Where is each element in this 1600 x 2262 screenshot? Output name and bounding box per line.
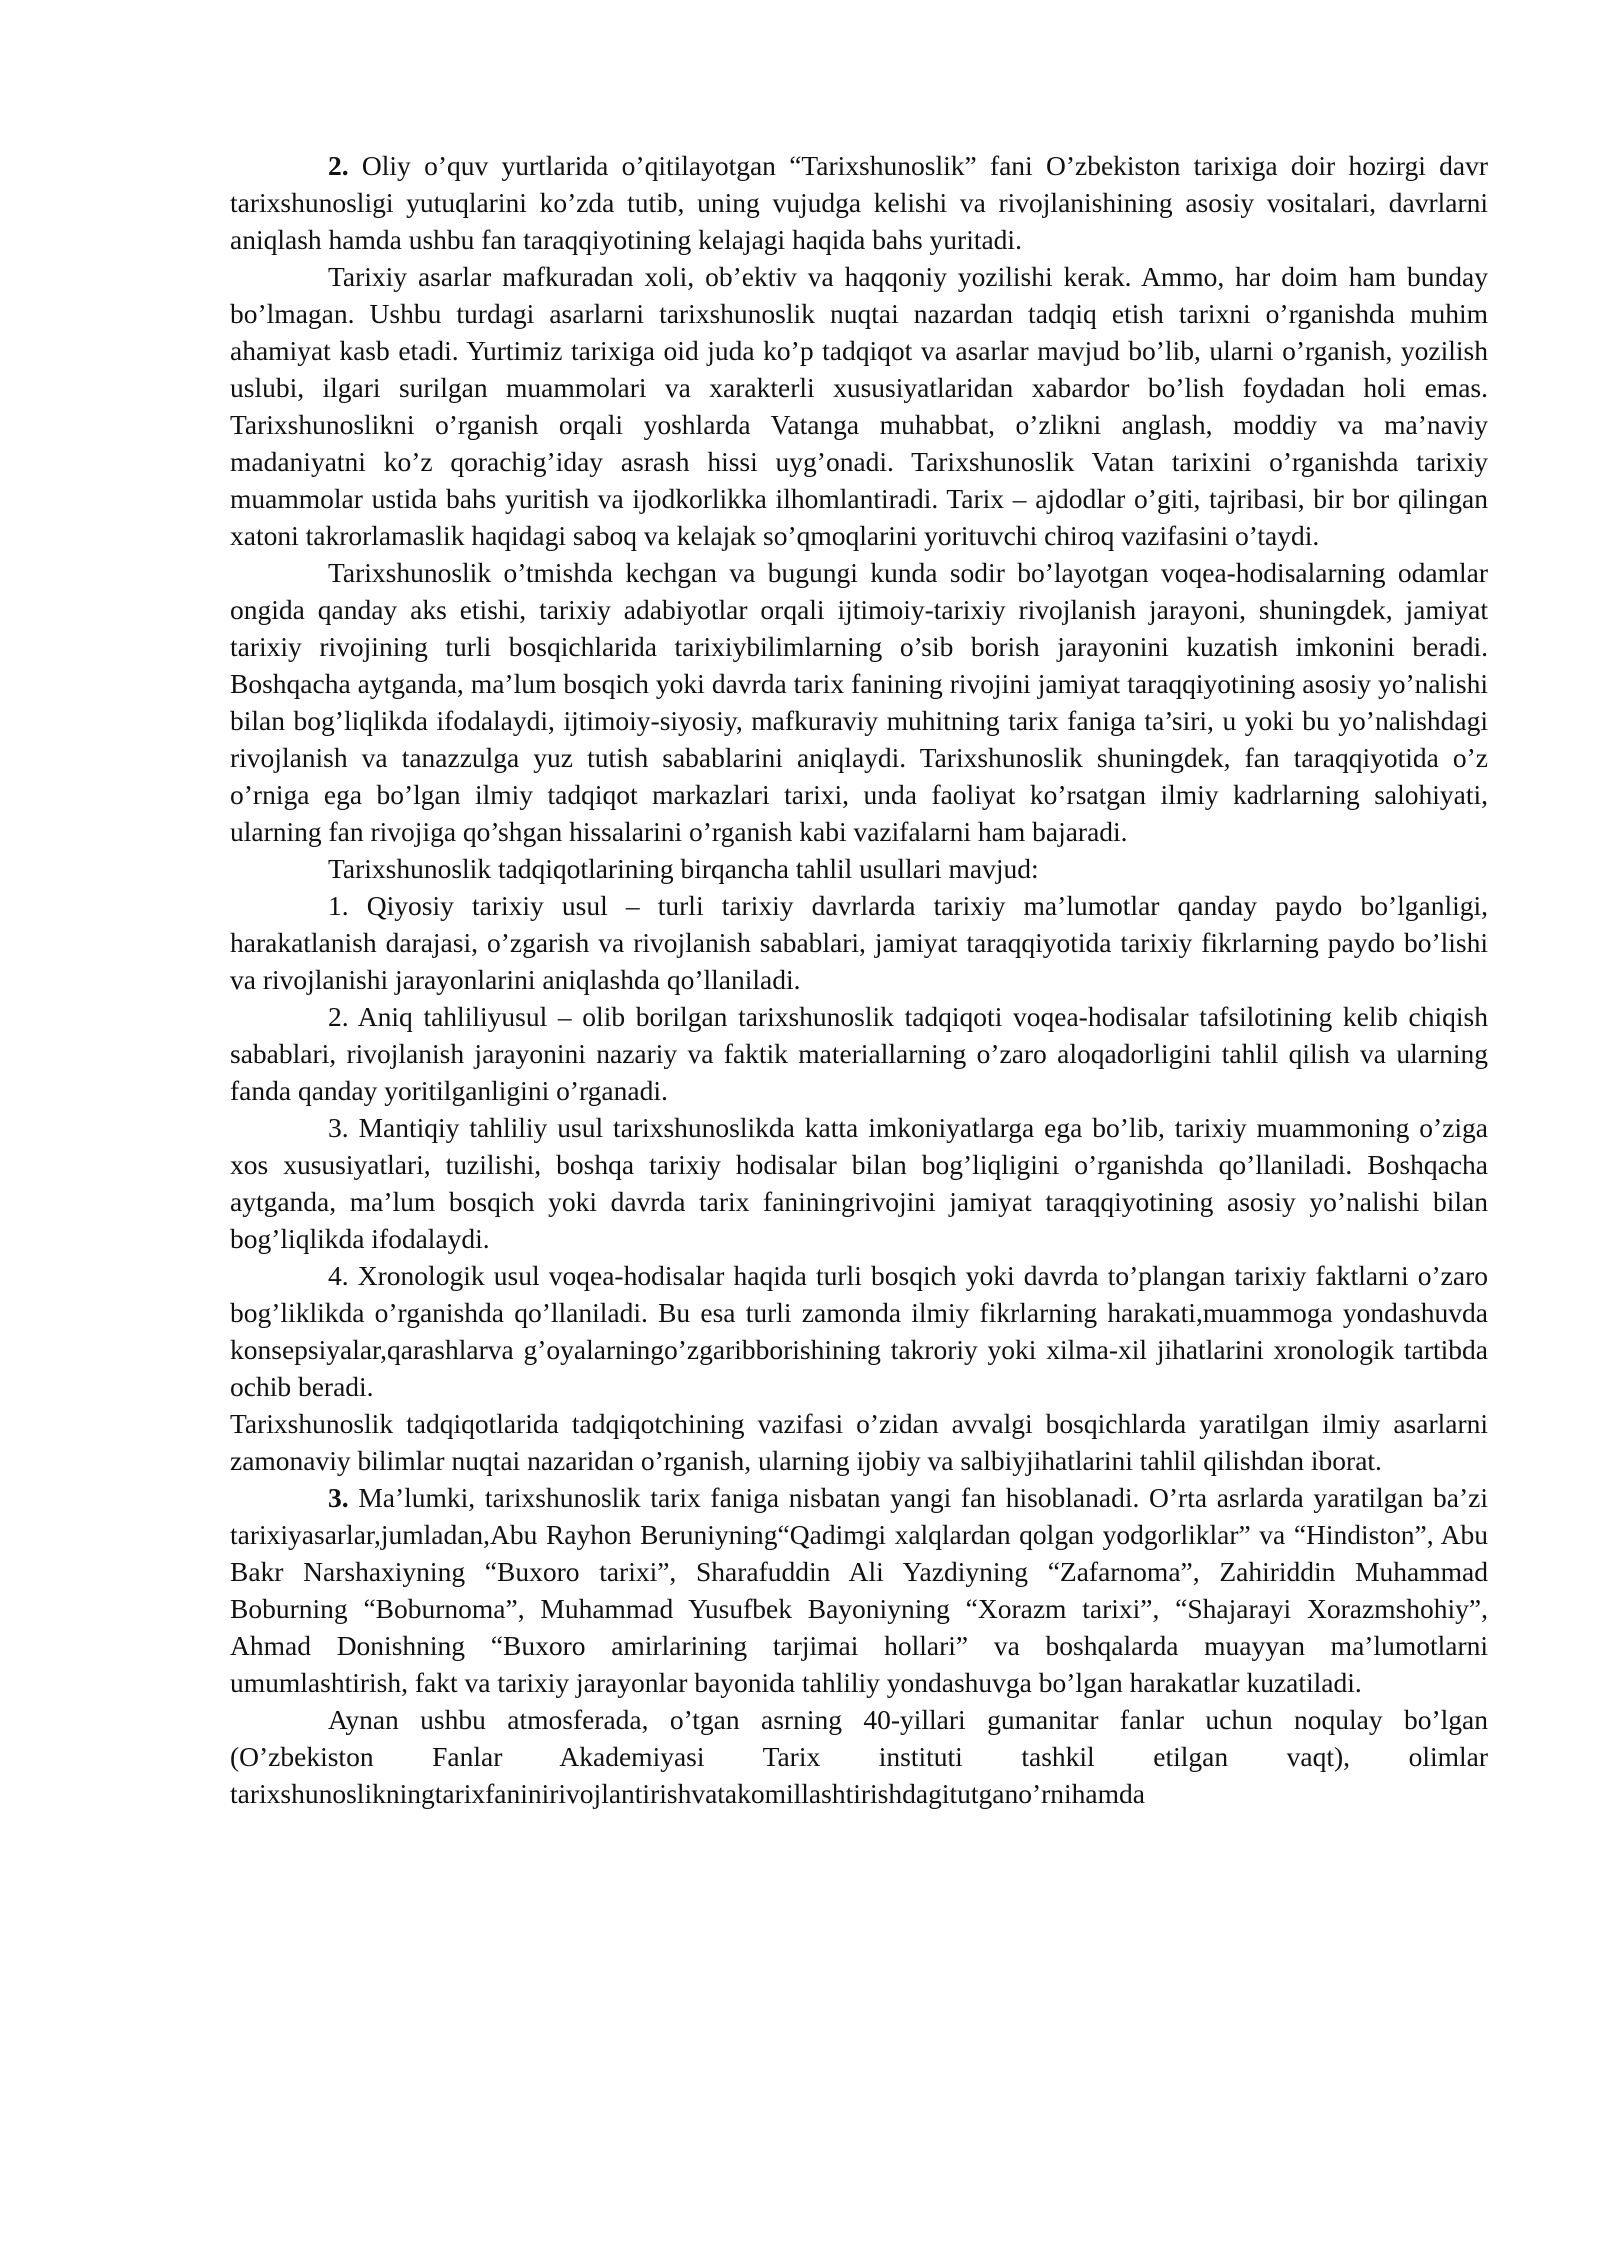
paragraph-text: Aynan ushbu atmosferada, o’tgan asrning 40-yillari gumanitar fanlar uchun noqulay bo’lgan (O’zbekiston Fanlar Akademiyasi Tarix instituti tashkil etilgan vaqt), olimlar tarixshunoslikningtarixfaninirivojlantirishvatakomillashtirishdagitutgano’rnihamda [230,1704,1488,1809]
paragraph-text: 1. Qiyosiy tarixiy usul – turli tarixiy davrlarda tarixiy ma’lumotlar qanday paydo bo’lganligi, harakatlanish darajasi, o’zgarish va rivojlanish sabablari, jamiyat taraqqiyotida tarixiy fikrlarning paydo bo’lishi va rivojlanishi jarayonlarini aniqlashda qo’llaniladi. [230,890,1488,995]
section-number: 3. [328,1482,349,1513]
paragraph-6 [230,998,1488,1109]
paragraph-7 [230,1109,1488,1257]
paragraph-9 [230,1405,1488,1479]
paragraph-11 [230,1701,1488,1812]
paragraph-text: Tarixiy asarlar mafkuradan xoli, ob’ektiv va haqqoniy yozilishi kerak. Ammo, har doim ham bunday bo’lmagan. Ushbu turdagi asarlarni tarixshunoslik nuqtai nazardan tadqiq etish tarixni o’rganishda muhim ahamiyat kasb etadi. Yurtimiz tarixiga oid juda ko’p tadqiqot va asarlar mavjud bo’lib, ularni o’rganish, yozilish uslubi, ilgari surilgan muammolari va xarakterli xususiyatlaridan xabardor bo’lish foydadan holi emas. Tarixshunoslikni o’rganish orqali yoshlarda Vatanga muhabbat, o’zlikni anglash, moddiy va ma’naviy madaniyatni ko’z qorachig’iday asrash hissi uyg’onadi. Tarixshunoslik Vatan tarixini o’rganishda tarixiy muammolar ustida bahs yuritish va ijodkorlikka ilhomlantiradi. Tarix – ajdodlar o’giti, tajribasi, bir bor qilingan xatoni takrorlamaslik haqidagi saboq va kelajak so’qmoqlarini yorituvchi chiroq vazifasini o’taydi. [230,261,1488,551]
document-page [230,147,1488,1812]
section-number: 2. [328,150,349,181]
paragraph-1 [230,147,1488,258]
paragraph-5 [230,887,1488,998]
paragraph-text: Tarixshunoslik o’tmishda kechgan va bugungi kunda sodir bo’layotgan voqea-hodisalarning odamlar ongida qanday aks etishi, tarixiy adabiyotlar orqali ijtimoiy-tarixiy rivojlanish jarayoni, shuningdek, jamiyat tarixiy rivojining turli bosqichlarida tarixiybilimlarning o’sib borish jarayonini kuzatish imkonini beradi. Boshqacha aytganda, ma’lum bosqich yoki davrda tarix fanining rivojini jamiyat taraqqiyotining asosiy yo’nalishi bilan bog’liqlikda ifodalaydi, ijtimoiy-siyosiy, mafkuraviy muhitning tarix faniga ta’siri, u yoki bu yo’nalishdagi rivojlanish va tanazzulga yuz tutish sabablarini aniqlaydi. Tarixshunoslik shuningdek, fan taraqqiyotida o’z o’rniga ega bo’lgan ilmiy tadqiqot markazlari tarixi, unda faoliyat ko’rsatgan ilmiy kadrlarning salohiyati, ularning fan rivojiga qo’shgan hissalarini o’rganish kabi vazifalarni ham bajaradi. [230,557,1488,847]
paragraph-10 [230,1479,1488,1701]
paragraph-3 [230,554,1488,850]
paragraph-text: Tarixshunoslik tadqiqotlarida tadqiqotchining vazifasi o’zidan avvalgi bosqichlarda yaratilgan ilmiy asarlarni zamonaviy bilimlar nuqtai nazaridan o’rganish, ularning ijobiy va salbiyjihatlarini tahlil qilishdan iborat. [230,1408,1488,1476]
paragraph-text: Tarixshunoslik tadqiqotlarining birqancha tahlil usullari mavjud: [328,853,1039,884]
paragraph-8 [230,1257,1488,1405]
paragraph-4 [230,850,1488,887]
paragraph-text: Ma’lumki, tarixshunoslik tarix faniga nisbatan yangi fan hisoblanadi. O’rta asrlarda yaratilgan ba’zi tarixiyasarlar,jumladan,Abu Rayhon Beruniyning“Qadimgi xalqlardan qolgan yodgorliklar” va “Hindiston”, Abu Bakr Narshaxiyning “Buxoro tarixi”, Sharafuddin Ali Yazdiyning “Zafarnoma”, Zahiriddin Muhammad Boburning “Boburnoma”, Muhammad Yusufbek Bayoniyning “Xorazm tarixi”, “Shajarayi Xorazmshohiy”, Ahmad Donishning “Buxoro amirlarining tarjimai hollari” va boshqalarda muayyan ma’lumotlarni umumlashtirish, fakt va tarixiy jarayonlar bayonida tahliliy yondashuvga bo’lgan harakatlar kuzatiladi. [230,1482,1489,1698]
paragraph-text: 3. Mantiqiy tahliliy usul tarixshunoslikda katta imkoniyatlarga ega bo’lib, tarixiy muammoning o’ziga xos xususiyatlari, tuzilishi, boshqa tarixiy hodisalar bilan bog’liqligini o’rganishda qo’llaniladi. Boshqacha aytganda, ma’lum bosqich yoki davrda tarix faniningrivojini jamiyat taraqqiyotining asosiy yo’nalishi bilan bog’liqlikda ifodalaydi. [230,1112,1488,1254]
paragraph-text: 4. Xronologik usul voqea-hodisalar haqida turli bosqich yoki davrda to’plangan tarixiy faktlarni o’zaro bog’liklikda o’rganishda qo’llaniladi. Bu esa turli zamonda ilmiy fikrlarning harakati,muammoga yondashuvda konsepsiyalar,qarashlarva g’oyalarningo’zgaribborishining takroriy yoki xilma-xil jihatlarini xronologik tartibda ochib beradi. [230,1260,1488,1402]
paragraph-text: Oliy o’quv yurtlarida o’qitilayotgan “Tarixshunoslik” fani O’zbekiston tarixiga doir hozirgi davr tarixshunosligi yutuqlarini ko’zda tutib, uning vujudga kelishi va rivojlanishining asosiy vositalari, davrlarni aniqlash hamda ushbu fan taraqqiyotining kelajagi haqida bahs yuritadi. [230,150,1489,255]
paragraph-text: 2. Aniq tahliliyusul – olib borilgan tarixshunoslik tadqiqoti voqea-hodisalar tafsilotining kelib chiqish sabablari, rivojlanish jarayonini nazariy va faktik materiallarning o’zaro aloqadorligini tahlil qilish va ularning fanda qanday yoritilganligini o’rganadi. [230,1001,1488,1106]
paragraph-2 [230,258,1488,554]
